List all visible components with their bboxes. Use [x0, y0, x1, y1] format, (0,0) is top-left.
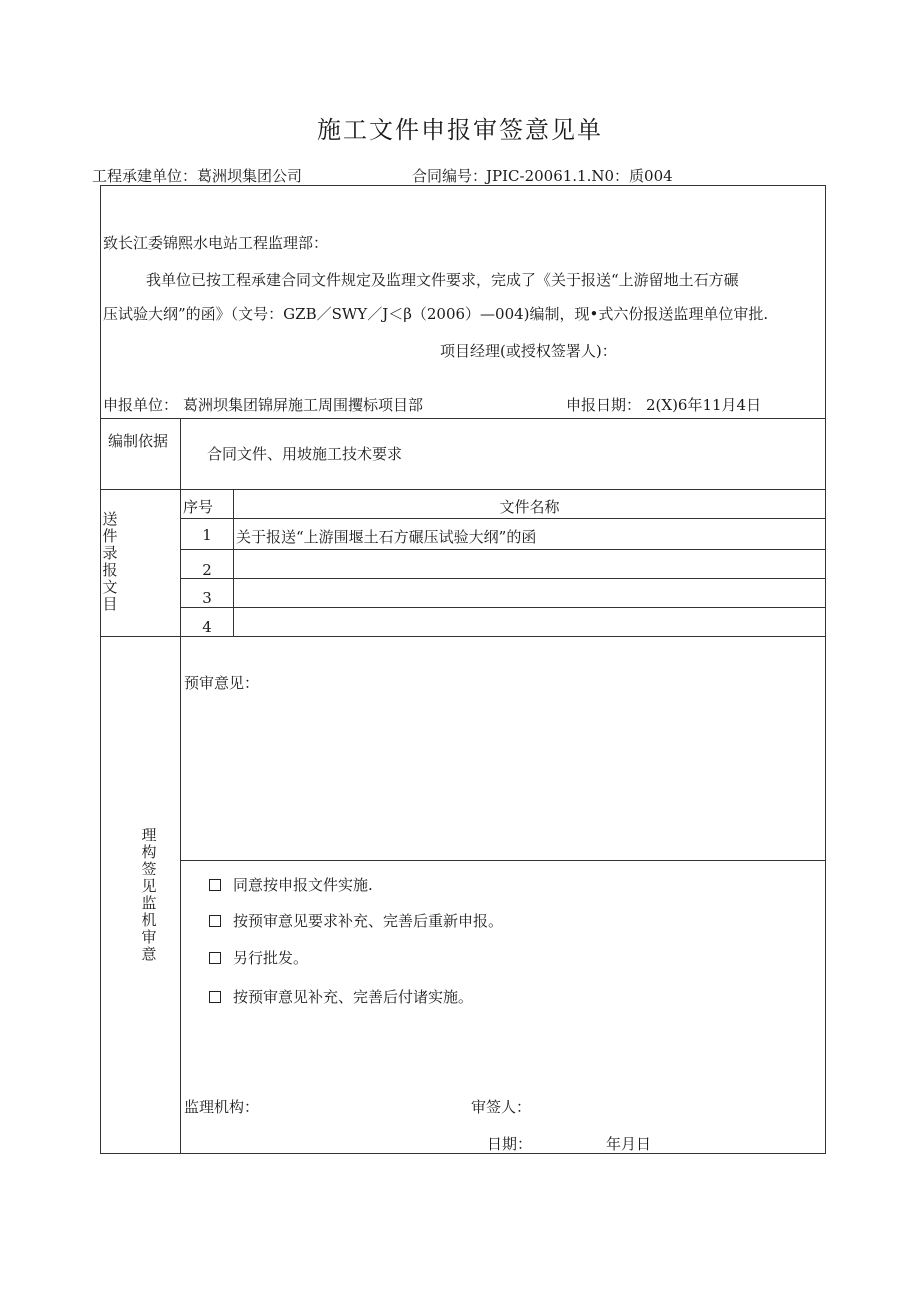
review-date-placeholder: 年月日 [606, 1135, 652, 1153]
file-row-no: 2 [202, 561, 212, 579]
option-label: 同意按申报文件实施. [233, 876, 373, 894]
contract-no-label: 合同编号： [412, 167, 488, 185]
submit-unit-label: 申报单位： [103, 396, 179, 414]
option-label: 另行批发。 [233, 949, 309, 967]
option-supplement-implement[interactable] [209, 986, 473, 1007]
pre-opinion-label: 预审意见： [184, 674, 260, 692]
letter-addressee: 致长江委锦熙水电站工程监理部： [103, 234, 329, 252]
file-row-no: 1 [202, 526, 212, 544]
file-row-name: 关于报送“上游围堰土石方碾压试验大纲”的函 [236, 528, 537, 546]
row-divider [180, 518, 826, 519]
table-border-bottom [100, 1153, 826, 1154]
checkbox[interactable] [209, 952, 221, 964]
option-approve[interactable] [209, 874, 373, 895]
row-divider [180, 549, 826, 550]
row-divider [100, 418, 826, 419]
option-label: 按预审意见要求补充、完善后重新申报。 [233, 912, 504, 930]
basis-label: 编制依据 [108, 432, 169, 450]
files-col-no: 序号 [183, 498, 214, 516]
checkbox[interactable] [209, 915, 221, 927]
row-divider [100, 636, 826, 637]
row-divider [180, 607, 826, 608]
row-divider [100, 489, 826, 490]
signer-label: 审签人： [471, 1098, 532, 1116]
letter-body-line1: 我单位已按工程承建合同文件规定及监理文件要求，完成了《关于报送“上游留地土石方碾 [146, 271, 739, 289]
manager-label: 项目经理(或授权签署人)： [440, 342, 617, 360]
contractor-label: 工程承建单位： [92, 167, 198, 185]
letter-body-line2: 压试验大纲”的函》（文号：GZB／SWY／J＜β（2006）—004)编制，现•式六份报送监理单位审批. [103, 305, 769, 323]
checkbox[interactable] [209, 879, 221, 891]
table-border-top [100, 185, 826, 186]
file-row-no: 3 [202, 589, 212, 607]
submit-date-label: 申报日期： [566, 396, 642, 414]
files-side-label: 送件录报文目 [102, 510, 118, 613]
agency-label: 监理机构： [184, 1098, 260, 1116]
review-date-label: 日期： [487, 1135, 533, 1153]
submit-date-value: 2(X)6年11月4日 [646, 396, 762, 414]
checkbox[interactable] [209, 991, 221, 1003]
option-separate-approval[interactable] [209, 947, 308, 968]
review-side-label: 理构签见监机审意 [141, 826, 157, 963]
option-label: 按预审意见补充、完善后付诸实施。 [233, 988, 474, 1006]
table-border-left [100, 185, 101, 1154]
files-col-name: 文件名称 [499, 498, 560, 516]
basis-value: 合同文件、用坡施工技术要求 [207, 445, 403, 463]
submit-unit-value: 葛洲坝集团锦屏施工周围攫标项目部 [183, 396, 424, 414]
row-divider [180, 578, 826, 579]
file-row-no: 4 [202, 618, 212, 636]
contract-no-value: JPIC-20061.1.N0：质004 [486, 167, 673, 185]
option-resubmit[interactable] [209, 910, 503, 931]
form-title: 施工文件申报审签意见单 [317, 116, 603, 144]
table-border-right [825, 185, 826, 1154]
contractor-value: 葛洲坝集团公司 [197, 167, 303, 185]
row-divider [180, 860, 826, 861]
